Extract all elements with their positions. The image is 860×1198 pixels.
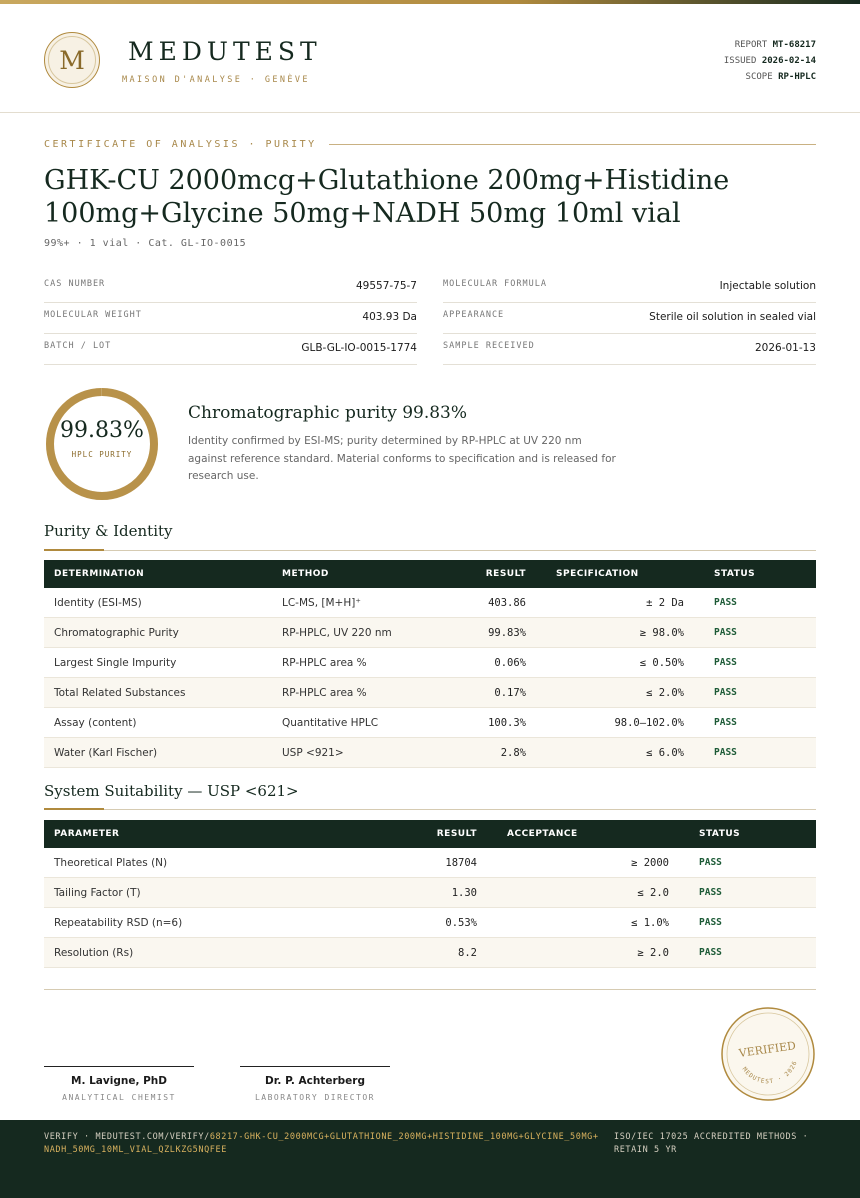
numeric-cell: ≤ 0.50% [536,648,694,678]
report-label: REPORT [734,40,768,50]
property-sample-received [443,333,816,365]
verify-prefix: VERIFY · MEDUTEST.COM/VERIFY/ [44,1132,210,1142]
table-cell: RP-HPLC area % [272,648,446,678]
property-key: MOLECULAR FORMULA [443,279,547,289]
purity-ring-fill [50,392,154,496]
status-badge: PASS [679,848,816,878]
signatory-role: LABORATORY DIRECTOR [254,1093,375,1102]
signature-block-director [240,1066,390,1102]
status-badge: PASS [694,588,816,618]
property-key: MOLECULAR WEIGHT [44,310,142,320]
property-value: 49557-75-7 [355,280,417,292]
table-cell: Identity (ESI-MS) [44,588,272,618]
table-cell: Assay (content) [44,708,272,738]
numeric-cell: ≤ 1.0% [487,908,679,938]
table-cell: RP-HPLC, UV 220 nm [272,618,446,648]
table-row [44,648,816,678]
suitability-section-accent [44,808,104,810]
table-cell: Quantitative HPLC [272,708,446,738]
column-header: RESULT [359,820,487,848]
eyebrow-text: CERTIFICATE OF ANALYSIS · PURITY [44,139,317,150]
table-cell: Water (Karl Fischer) [44,738,272,768]
table-row [44,908,816,938]
table-row [44,848,816,878]
property-value: GLB-GL-IO-0015-1774 [301,342,417,354]
status-badge: PASS [694,678,816,708]
issued-date: 2026-02-14 [761,56,816,66]
table-row [44,618,816,648]
numeric-cell: ≤ 6.0% [536,738,694,768]
property-key: CAS NUMBER [44,279,106,289]
table-cell: Total Related Substances [44,678,272,708]
verified-seal [720,1006,816,1102]
table-cell: Resolution (Rs) [44,938,359,968]
numeric-cell: 403.86 [446,588,536,618]
table-cell: RP-HPLC area % [272,678,446,708]
table-header-row [44,820,816,848]
numeric-cell: ≤ 2.0 [487,878,679,908]
table-row [44,738,816,768]
numeric-cell: 8.2 [359,938,487,968]
numeric-cell: 99.83% [446,618,536,648]
status-badge: PASS [694,648,816,678]
summary-title: Chromatographic purity 99.83% [188,403,468,423]
seal-main-text: VERIFIED [738,1039,797,1060]
numeric-cell: ≥ 98.0% [536,618,694,648]
suitability-section-title: System Suitability — USP <621> [44,782,299,800]
product-title: GHK-CU 2000mcg+Glutathione 200mg+Histidine 100mg+Glycine 50mg+NADH 50mg 10ml vial [44,165,730,229]
status-badge: PASS [694,738,816,768]
header [0,4,860,113]
logo-letter: M [48,36,96,84]
property-key: APPEARANCE [443,310,505,320]
signatory-name: M. Lavigne, PhD [71,1075,167,1087]
logo-emblem [44,32,100,88]
column-header: RESULT [446,560,536,588]
accreditation-text: ISO/IEC 17025 ACCREDITED METHODS · RETAIN 5 YR [614,1132,809,1155]
purity-ring-label: HPLC PURITY [71,450,133,459]
suitability-table [44,820,816,968]
table-row [44,938,816,968]
purity-ring-value: 99.83% [60,418,144,443]
document-eyebrow [44,139,816,150]
purity-ring [44,386,160,502]
column-header: METHOD [272,560,446,588]
suitability-section-rule [44,809,816,810]
numeric-cell: 100.3% [446,708,536,738]
property-key: BATCH / LOT [44,341,112,351]
table-row [44,878,816,908]
table-cell: LC-MS, [M+H]⁺ [272,588,446,618]
table-cell: Repeatability RSD (n=6) [44,908,359,938]
property-batch-lot [44,333,417,365]
property-value: Sterile oil solution in sealed vial [649,311,816,323]
purity-section-accent [44,549,104,551]
numeric-cell: 0.53% [359,908,487,938]
numeric-cell: ≤ 2.0% [536,678,694,708]
report-meta [724,37,816,85]
footer [0,1120,860,1198]
product-subline: 99%+ · 1 vial · Cat. GL-IO-0015 [44,238,247,249]
numeric-cell: 0.17% [446,678,536,708]
purity-table [44,560,816,768]
seal-sub-text: MEDUTEST · 2026 [740,1059,799,1086]
column-header: DETERMINATION [44,560,272,588]
column-header: STATUS [694,560,816,588]
status-badge: PASS [679,938,816,968]
property-appearance [443,302,816,334]
property-value: 2026-01-13 [754,342,816,354]
report-number: MT-68217 [772,40,816,50]
scope-value: RP-HPLC [778,72,816,82]
numeric-cell: 1.30 [359,878,487,908]
table-cell: Largest Single Impurity [44,648,272,678]
purity-section-rule [44,550,816,551]
column-header: SPECIFICATION [536,560,694,588]
table-cell: Theoretical Plates (N) [44,848,359,878]
brand-name: MEDUTEST [128,37,322,66]
property-value: 403.93 Da [362,311,417,323]
table-row [44,708,816,738]
status-badge: PASS [679,908,816,938]
verify-link[interactable]: 68217-GHK-CU_2000MCG+GLUTATHIONE_200MG+HISTIDINE_100MG+GLYCINE_50MG+NADH_50MG_10ML_VIAL_QZLKZG5NQFEE [44,1132,599,1155]
numeric-cell: 2.8% [446,738,536,768]
signatory-name: Dr. P. Achterberg [265,1075,365,1087]
status-badge: PASS [679,878,816,908]
numeric-cell: ≥ 2000 [487,848,679,878]
table-row [44,588,816,618]
column-header: STATUS [679,820,816,848]
numeric-cell: 98.0–102.0% [536,708,694,738]
signature-divider [44,989,816,990]
property-value: Injectable solution [719,280,816,292]
column-header: PARAMETER [44,820,359,848]
property-cas-number [44,271,417,303]
status-badge: PASS [694,708,816,738]
brand-tagline: MAISON D'ANALYSE · GENÈVE [122,75,310,85]
table-row [44,678,816,708]
eyebrow-rule [329,144,816,145]
signature-block-chemist [44,1066,194,1102]
signatory-role: ANALYTICAL CHEMIST [62,1093,176,1102]
numeric-cell: ≥ 2.0 [487,938,679,968]
column-header: ACCEPTANCE [487,820,679,848]
property-key: SAMPLE RECEIVED [443,341,535,351]
status-badge: PASS [694,618,816,648]
table-cell: Chromatographic Purity [44,618,272,648]
scope-label: SCOPE [745,72,773,82]
issued-label: ISSUED [723,56,757,66]
numeric-cell: 18704 [359,848,487,878]
property-molecular-formula [443,271,816,303]
numeric-cell: ± 2 Da [536,588,694,618]
property-molecular-weight [44,302,417,334]
purity-section-title: Purity & Identity [44,522,173,540]
summary-text: Identity confirmed by ESI-MS; purity determined by RP-HPLC at UV 220 nm against reference standard. Material conforms to specification and is released for research use. [188,435,616,482]
numeric-cell: 0.06% [446,648,536,678]
table-header-row [44,560,816,588]
verify-line [44,1131,604,1157]
table-cell: USP <921> [272,738,446,768]
table-cell: Tailing Factor (T) [44,878,359,908]
